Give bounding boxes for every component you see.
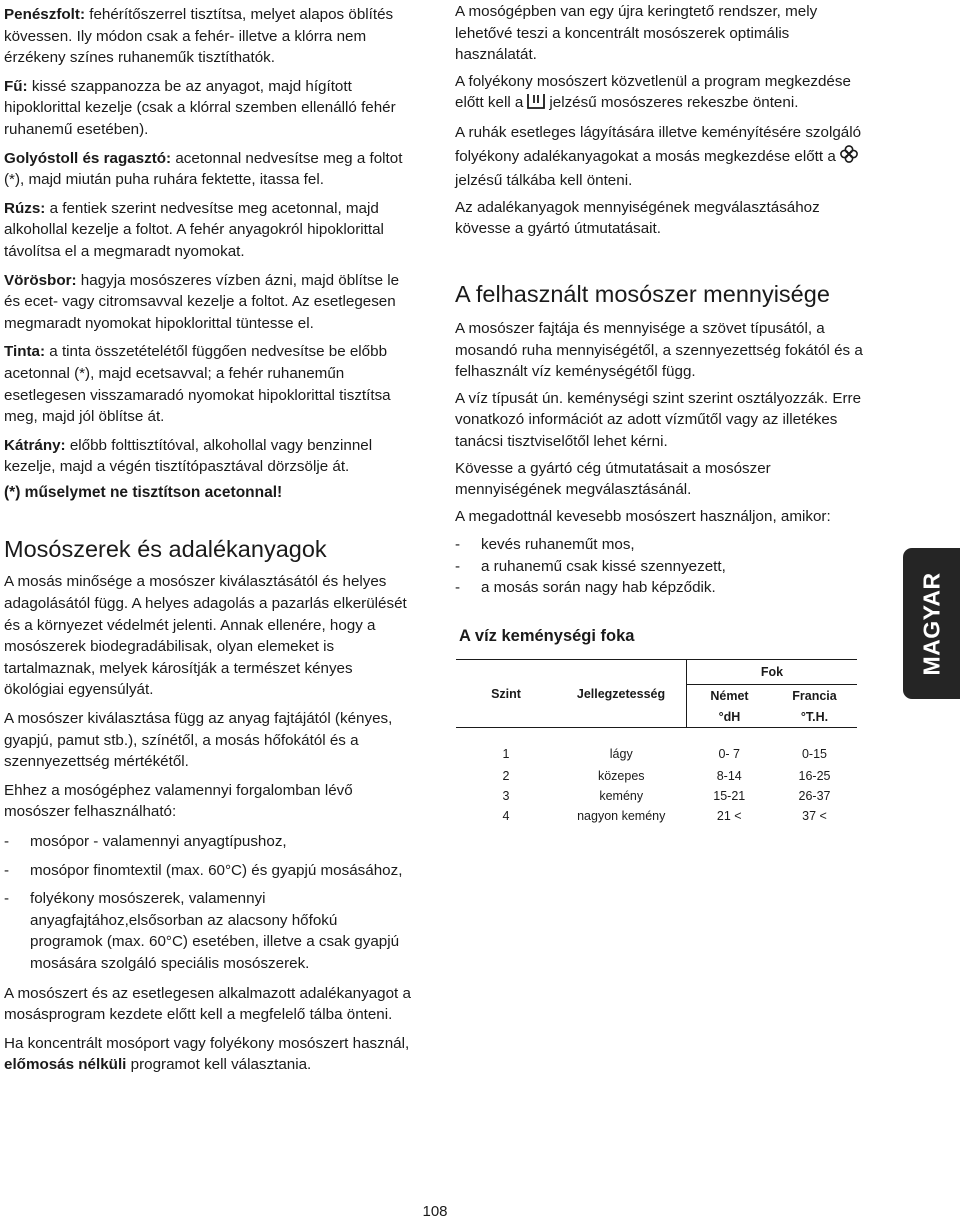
stain-ink: Tinta: a tinta összetételétől függően nedvesítse be előbb acetonnal (*), majd ecetsavval; a fehér ruhaneműn esetlegesen visszamaradó nyomokat hipoklorittal tisztítsa meg, majd jól öblítse át. <box>4 343 391 426</box>
quantity-heading: A felhasznált mosószer mennyisége <box>455 280 830 307</box>
additives-paragraph: Az adalékanyagok mennyiségének megválasztásához kövesse a gyártó útmutatásait. <box>455 198 820 238</box>
stain-pen-glue: Golyóstoll és ragasztó: acetonnal nedvesítse meg a foltot (*), majd miután puha ruhára fektette, itassa fel. <box>4 149 403 189</box>
detergents-paragraph-5: Ha koncentrált mosóport vagy folyékony mosószert használ, előmosás nélküli programot kell választania. <box>4 1034 410 1074</box>
list-item: - a mosás során nagy hab képződik. <box>455 579 716 597</box>
list-item: - folyékony mosószerek, valamennyi anyagfajtához,elsősorban az alacsony hőfokú programok (max. 60°C) esetében, illetve a csak gyapjú mosására szolgáló speciális mosószerek. <box>4 890 400 972</box>
language-tab <box>903 548 960 699</box>
page-number: 108 <box>422 1203 448 1220</box>
detergents-paragraph-2: A mosószer kiválasztása függ az anyag fajtájától (kényes, gyapjú, pamut stb.), színétől, a mosás hőfokától és a szennyezettség mértékétől. <box>4 710 393 771</box>
quantity-paragraph-3: Kövesse a gyártó cég útmutatásait a mosószer mennyiségének megválasztásánál. <box>455 459 771 499</box>
table-header-row <box>456 660 857 685</box>
column-header-german: Német <box>687 685 773 707</box>
stain-red-wine: Vörösbor: hagyja mosószeres vízben ázni, majd öblítse le és ecet- vagy citromsavval kezelje a foltot. Az esetlegesen megmaradt nyomokat hipoklorittal tüntesse el. <box>4 271 400 332</box>
liquid-detergent-paragraph: A folyékony mosószert közvetlenül a program megkezdése előtt kell a jelzésű mosószeres rekeszbe önteni. <box>455 71 875 117</box>
detergents-paragraph-4: A mosószert és az esetlegesen alkalmazott adalékanyagot a mosásprogram kezdete előtt kell a megfelelő tálba önteni. <box>4 984 411 1024</box>
table-row: 3 kemény 15-21 26-37 <box>502 789 831 804</box>
list-item: - mosópor finomtextil (max. 60°C) és gyapjú mosásához, <box>4 861 403 879</box>
hardness-heading: A víz keménységi foka <box>459 627 635 646</box>
acetone-warning: (*) műselymet ne tisztítson acetonnal! <box>4 483 283 501</box>
table-row: 4 nagyon kemény 21 < 37 < <box>502 809 827 824</box>
softener-paragraph: A ruhák esetleges lágyítására illetve keményítésére szolgáló folyékony adalékanyagokat a mosás megkezdése előtt ajelzésű tálkába kell önteni. <box>455 123 862 190</box>
quantity-paragraph-2: A víz típusát ún. keménységi szint szerint osztályozzák. Erre vonatkozó információt az adott vízműtől vagy az illetékes tanácsi tisztviselőtől lehet kérni. <box>455 389 862 450</box>
softener-flower-icon <box>839 144 859 171</box>
unit-french: °T.H. <box>800 709 829 724</box>
table-row: 2 közepes 8-14 16-25 <box>502 769 831 784</box>
column-header-level: Szint <box>491 686 521 701</box>
column-header-french: Francia <box>792 688 837 703</box>
stain-grass: Fű: kissé szappanozza be az anyagot, majd hígított hipoklorittal kezelje (csak a klórral szemben ellenálló fehér ruhanemű esetében). <box>4 77 396 138</box>
recirculation-paragraph: A mosógépben van egy újra keringtető rendszer, mely lehetővé teszi a koncentrált mosószerek optimális használatát. <box>455 3 818 64</box>
main-wash-compartment-icon <box>526 92 546 117</box>
detergents-paragraph-3: Ehhez a mosógéphez valamennyi forgalomban lévő mosószer felhasználható: <box>4 781 353 821</box>
quantity-paragraph-1: A mosószer fajtája és mennyisége a szövet típusától, a mosandó ruha mennyiségétől, a szennyezettség fokától és a felhasznált víz keménységétől függ. <box>455 319 863 381</box>
column-header-description: Jellegzetesség <box>576 686 666 701</box>
table-row: 1 lágy 0- 7 0-15 <box>456 728 857 767</box>
list-item: - kevés ruhaneműt mos, <box>455 536 635 554</box>
list-item: - a ruhanemű csak kissé szennyezett, <box>455 557 726 575</box>
quantity-paragraph-4: A megadottnál kevesebb mosószert használjon, amikor: <box>455 507 831 525</box>
list-item: - mosópor - valamennyi anyagtípushoz, <box>4 833 287 850</box>
right-column <box>455 0 875 826</box>
detergents-paragraph-1: A mosás minősége a mosószer kiválasztásától és helyes adagolásától függ. A helyes adagolás a pazarlás elkerülését és a környezet védelmét jelenti. Annak ellenére, hogy a mosószerek biodegradábilisak, olyan elemeket is tartalmaznak, melyek károsítják a természet kényes ökológiai egyensúlyát. <box>4 573 407 699</box>
unit-german: °dH <box>687 706 773 728</box>
hardness-table <box>456 659 857 826</box>
language-tab-label: MAGYAR <box>918 571 944 676</box>
column-header-degree: Fok <box>687 660 858 685</box>
detergents-heading: Mosószerek és adalékanyagok <box>4 536 327 563</box>
stain-mould: Penészfolt: fehérítőszerrel tisztítsa, melyet alapos öblítés kövessen. Ily módon csak a fehér- illetve a klórra nem érzékeny színes ruhaneműk tisztíthatók. <box>4 6 394 67</box>
left-column <box>4 0 414 1076</box>
stain-tar: Kátrány: előbb folttisztítóval, alkohollal vagy benzinnel kezelje, majd a végén tisztítópasztával dörzsölje át. <box>4 436 373 476</box>
stain-lipstick: Rúzs: a fentiek szerint nedvesítse meg acetonnal, majd alkohollal kezelje a foltot. A fehér anyagokról hipoklorittal távolítsa el a megmaradt nyomokat. <box>4 199 384 260</box>
